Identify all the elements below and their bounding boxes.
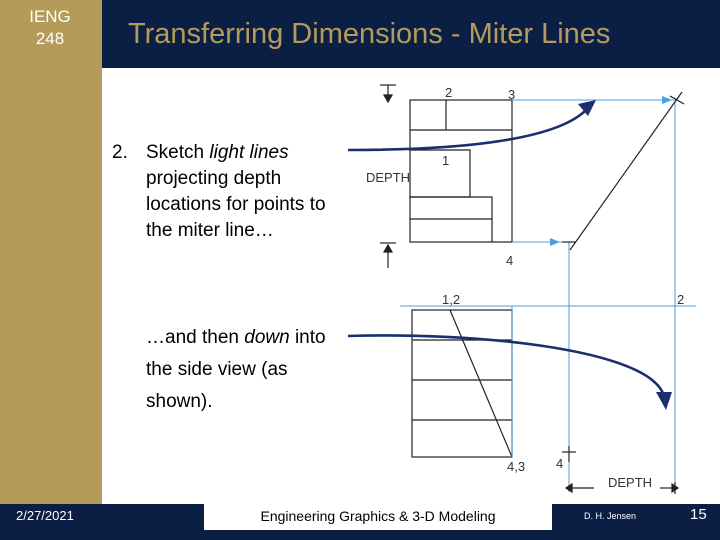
side-view [412, 310, 512, 457]
course-code-line1: IENG [29, 7, 71, 26]
pointer-curve-bottom [348, 335, 664, 396]
label-4-bottom: 4 [556, 456, 564, 471]
bullet-text-part: projecting depth locations for points to the miter line… [146, 168, 326, 241]
follow-text-part: …and then [146, 327, 245, 348]
top-view-outline [410, 100, 512, 242]
label-2-top: 2 [445, 85, 453, 100]
projection-arrowheads [550, 96, 672, 246]
pointer-arrowhead-bottom [656, 392, 672, 410]
label-depth-left: DEPTH [366, 170, 411, 185]
slide-title: Transferring Dimensions - Miter Lines [128, 18, 611, 50]
follow-text-part: into the side view (as shown). [146, 327, 326, 412]
bullet-text-part: Sketch [146, 142, 210, 163]
label-2-right: 2 [677, 292, 685, 307]
label-depth-bottom: DEPTH [608, 475, 653, 490]
label-4-right: 4 [506, 253, 514, 268]
label-1: 1 [442, 153, 450, 168]
top-view [410, 100, 512, 242]
footer-author: D. H. Jensen [584, 511, 637, 521]
label-3-top: 3 [508, 87, 516, 102]
page-number: 15 [690, 506, 707, 523]
course-code-line2: 248 [35, 29, 65, 48]
bullet-text-emphasis: light lines [209, 142, 289, 163]
label-4-3: 4,3 [507, 459, 526, 474]
bullet-number: 2. [112, 142, 128, 163]
side-view-slant [450, 310, 512, 457]
side-view-outline [412, 310, 512, 457]
top-view-step [410, 150, 470, 197]
follow-text-emphasis: down [244, 327, 290, 348]
footer-date: 2/27/2021 [16, 508, 74, 523]
label-1-2: 1,2 [442, 292, 461, 307]
pointer-curve-top [348, 108, 588, 150]
footer-course-name: Engineering Graphics & 3-D Modeling [260, 508, 496, 524]
miter-line [570, 92, 682, 250]
